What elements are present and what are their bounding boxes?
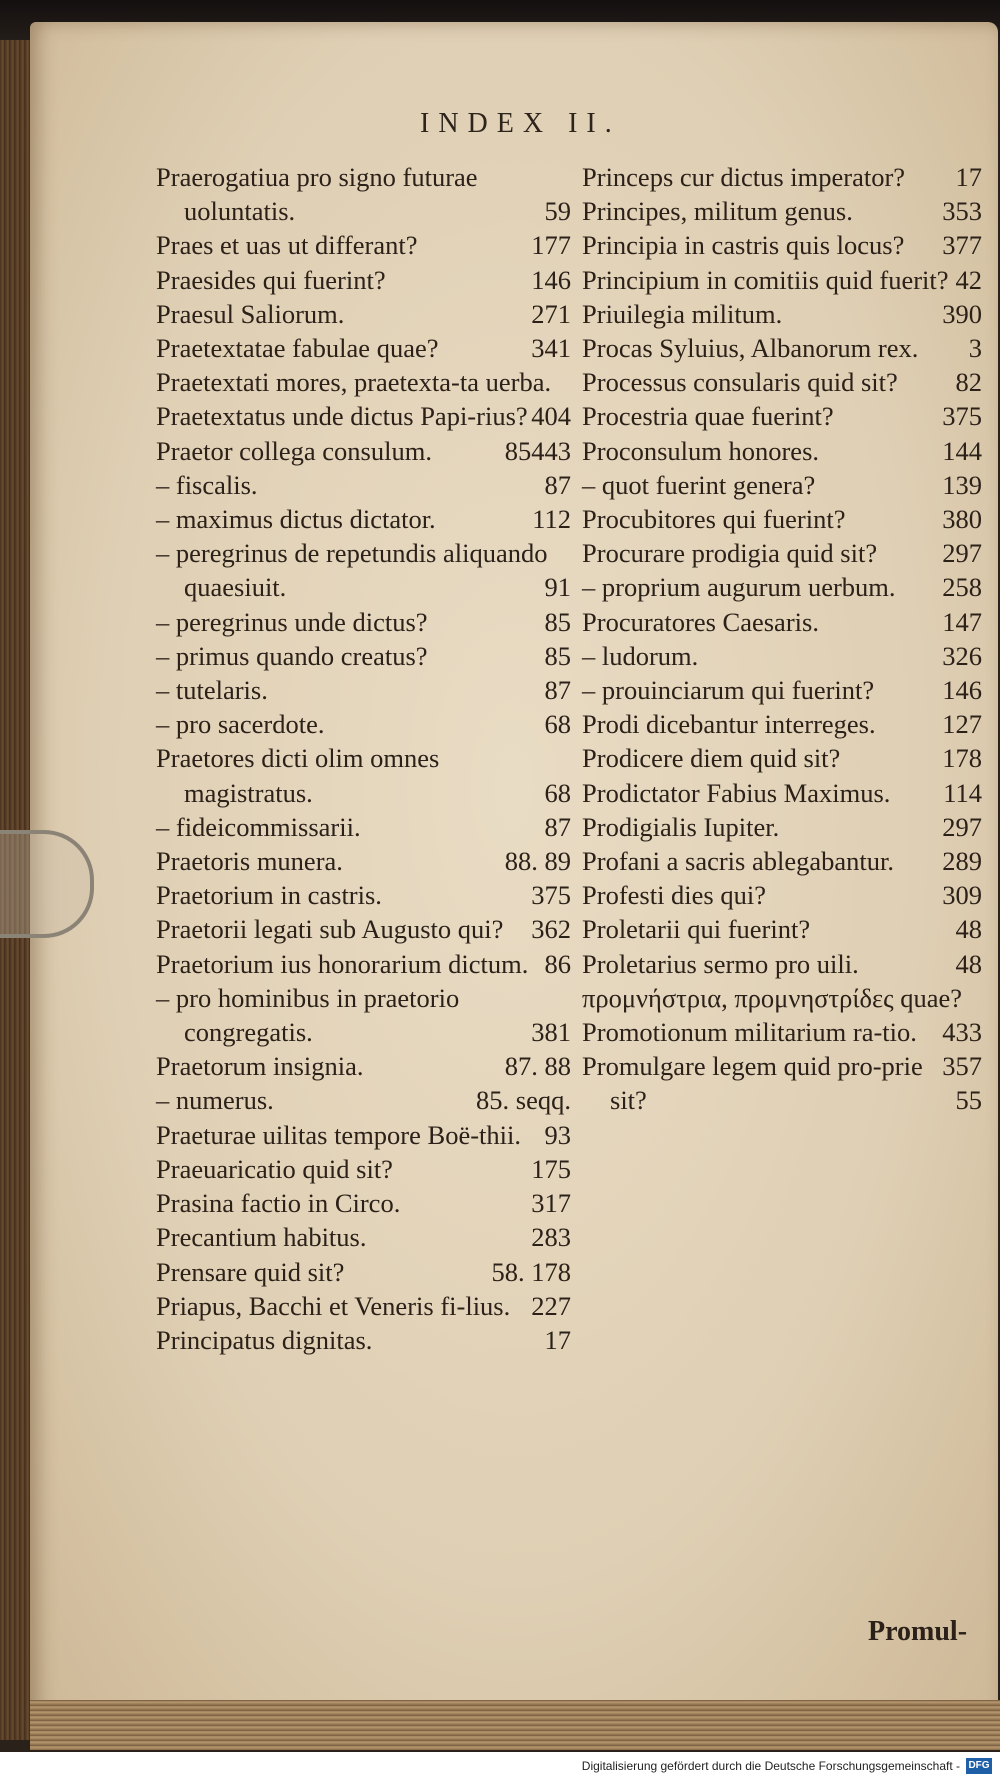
entry-page-number: 177: [531, 230, 571, 261]
entry-page-number: 271: [531, 298, 571, 329]
index-entry: [156, 878, 571, 912]
entry-page-number: 309: [942, 880, 982, 911]
index-entry: [582, 502, 982, 536]
entry-text: Praetorium ius honorarium dictum. 86: [156, 947, 571, 981]
entry-page-number: 68: [544, 709, 571, 740]
entry-page-number: 377: [942, 230, 982, 261]
entry-text: Procuratores Caesaris. 147: [582, 605, 982, 639]
page-header: INDEX II.: [420, 108, 621, 139]
entry-text: – fideicommissarii. 87: [156, 810, 571, 844]
index-entry: [156, 1083, 571, 1117]
entry-text: – maximus dictus dictator. 112: [156, 502, 571, 536]
footer-credit: Digitalisierung gefördert durch die Deutsche Forschungsgemeinschaft -: [581, 1759, 960, 1773]
index-entry: [582, 194, 982, 228]
entry-text: Prodigialis Iupiter. 297: [582, 810, 982, 844]
entry-text: Principia in castris quis locus? 377: [582, 228, 982, 262]
entry-text: Processus consularis quid sit? 82: [582, 365, 982, 399]
entry-text: – quot fuerint genera? 139: [582, 468, 982, 502]
entry-page-number: 375: [942, 401, 982, 432]
entry-page-number: 353: [942, 196, 982, 227]
index-entry: [582, 639, 982, 673]
entry-page-number: 58. 178: [491, 1256, 571, 1287]
entry-text: Priapus, Bacchi et Veneris fi-lius. 227: [156, 1289, 571, 1323]
index-entry: [582, 844, 982, 878]
entry-text: Profani a sacris ablegabantur. 289: [582, 844, 982, 878]
entry-page-number: 48: [955, 948, 982, 979]
entry-page-number: 68: [544, 777, 571, 808]
index-column-left: [156, 160, 571, 1357]
entry-text: Principatus dignitas. 17: [156, 1323, 571, 1357]
entry-page-number: 91: [544, 572, 571, 603]
entry-text: Praetor collega consulum. 85: [156, 434, 571, 468]
entry-page-number: 88. 89: [504, 846, 571, 877]
entry-text: – pro sacerdote. 68: [156, 707, 571, 741]
entry-page-number: 375: [531, 880, 571, 911]
entry-text: – ludorum. 326: [582, 639, 982, 673]
entry-text: Promotionum militarium ra-tio. 357: [582, 1015, 982, 1049]
entry-page-number: 85: [544, 640, 571, 671]
entry-text: Prodi dicebantur interreges. 127: [582, 707, 982, 741]
entry-page-number: 175: [531, 1153, 571, 1184]
entry-text: – tutelaris. 87: [156, 673, 571, 707]
book-bottom-edge: [30, 1700, 1000, 1750]
entry-page-number: 114: [943, 777, 982, 808]
entry-page-number: 326: [942, 640, 982, 671]
entry-text: Praetorium in castris. 375: [156, 878, 571, 912]
entry-text: Praetorum insignia. 87. 88: [156, 1049, 571, 1083]
index-entry: [582, 160, 982, 194]
entry-page-number: 82: [955, 367, 982, 398]
entry-text: – numerus. 85. seqq.: [156, 1083, 571, 1117]
entry-text: Praetorii legati sub Augusto qui? 362: [156, 912, 571, 946]
index-entry: [156, 673, 571, 707]
entry-page-number: 139: [942, 469, 982, 500]
entry-page-number: 390: [942, 298, 982, 329]
index-entry: [156, 1255, 571, 1289]
entry-page-number: 85: [544, 606, 571, 637]
index-entry: [156, 981, 571, 1049]
index-entry: [582, 878, 982, 912]
entry-page-number: 289: [942, 846, 982, 877]
index-entry: [156, 1186, 571, 1220]
index-entry: [582, 1049, 982, 1117]
index-entry: [582, 605, 982, 639]
entry-page-number: 381: [531, 1017, 571, 1048]
entry-text: Procas Syluius, Albanorum rex. 3: [582, 331, 982, 365]
entry-page-number: 87: [544, 811, 571, 842]
entry-text: Prodicere diem quid sit? 178: [582, 741, 982, 775]
index-entry: [582, 434, 982, 468]
entry-page-number: 87: [544, 469, 571, 500]
index-entry: [582, 673, 982, 707]
index-entry: [156, 741, 571, 809]
entry-text: – proprium augurum uerbum. 258: [582, 570, 982, 604]
entry-page-number: 146: [942, 675, 982, 706]
index-entry: [582, 947, 982, 981]
entry-text: Praetextati mores, praetexta-ta uerba. 404: [156, 365, 571, 399]
index-entry: [582, 331, 982, 365]
entry-text: Praetextatus unde dictus Papi-rius? 443: [156, 399, 571, 433]
index-entry: [582, 570, 982, 604]
entry-page-number: 87: [544, 675, 571, 706]
index-entry: [156, 1220, 571, 1254]
entry-text: Principium in comitiis quid fuerit? 42: [582, 263, 982, 297]
index-column-right: [582, 160, 982, 1118]
index-entry: [582, 468, 982, 502]
index-entry: [156, 502, 571, 536]
entry-page-number: 85: [504, 435, 532, 466]
entry-page-number: 341: [531, 333, 571, 364]
index-entry: [582, 912, 982, 946]
index-entry: [582, 981, 982, 1048]
entry-page-number: 85. seqq.: [476, 1085, 571, 1116]
entry-page-number: 297: [942, 538, 982, 569]
entry-text: Prodictator Fabius Maximus. 114: [582, 776, 982, 810]
entry-page-number: 317: [531, 1188, 571, 1219]
entry-text: Praetores dicti olim omnes magistratus. 68: [156, 741, 571, 809]
index-entry: [582, 707, 982, 741]
index-entry: [582, 810, 982, 844]
entry-text: Praes et uas ut differant? 177: [156, 228, 571, 262]
index-entry: [156, 331, 571, 365]
index-entry: [156, 1118, 571, 1152]
entry-text: Procubitores qui fuerint? 380: [582, 502, 982, 536]
entry-text: Precantium habitus. 283: [156, 1220, 571, 1254]
entry-text: Proletarius sermo pro uili. 48: [582, 947, 982, 981]
index-entry: [582, 365, 982, 399]
entry-text: – prouinciarum qui fuerint? 146: [582, 673, 982, 707]
entry-text: Praeuaricatio quid sit? 175: [156, 1152, 571, 1186]
index-entry: [156, 707, 571, 741]
index-entry: [156, 1323, 571, 1357]
index-entry: [156, 605, 571, 639]
index-entry: [156, 365, 571, 432]
entry-page-number: 86: [544, 948, 571, 979]
entry-text: Principes, militum genus. 353: [582, 194, 982, 228]
footer-bar: [0, 1752, 1000, 1782]
index-entry: [156, 297, 571, 331]
index-entry: [156, 947, 571, 981]
index-entry: [582, 399, 982, 433]
entry-text: Proletarii qui fuerint? 48: [582, 912, 982, 946]
index-entry: [156, 160, 571, 228]
index-entry: [582, 741, 982, 775]
entry-page-number: 3: [968, 333, 982, 364]
entry-text: Praetoris munera. 88. 89: [156, 844, 571, 878]
index-entry: [582, 536, 982, 570]
page-clip: [0, 830, 94, 938]
entry-text: Prensare quid sit? 58. 178: [156, 1255, 571, 1289]
entry-text: Praeturae uilitas tempore Boë-thii. 93: [156, 1118, 571, 1152]
entry-text: Praesides qui fuerint? 146: [156, 263, 571, 297]
index-entry: [156, 844, 571, 878]
entry-page-number: 147: [942, 606, 982, 637]
entry-text: – primus quando creatus? 85: [156, 639, 571, 673]
entry-page-number: 87. 88: [504, 1051, 571, 1082]
entry-text: – pro hominibus in praetorio congregatis. 381: [156, 981, 571, 1049]
entry-text: Procestria quae fuerint? 375: [582, 399, 982, 433]
entry-page-number: 283: [531, 1222, 571, 1253]
entry-page-number: 297: [942, 811, 982, 842]
entry-text: – peregrinus unde dictus? 85: [156, 605, 571, 639]
index-entry: [582, 263, 982, 297]
entry-page-number: 17: [544, 1324, 571, 1355]
entry-page-number: 127: [942, 709, 982, 740]
entry-text: Praesul Saliorum. 271: [156, 297, 571, 331]
entry-text: Praetextatae fabulae quae? 341: [156, 331, 571, 365]
entry-page-number: 146: [531, 264, 571, 295]
index-entry: [156, 536, 571, 604]
entry-page-number: 59: [544, 196, 571, 227]
entry-page-number: 112: [532, 504, 571, 535]
entry-page-number: 227: [531, 1290, 571, 1321]
index-entry: [156, 1049, 571, 1083]
entry-text: Praerogatiua pro signo futurae uoluntatis. 59: [156, 160, 571, 228]
index-entry: [582, 228, 982, 262]
index-entry: [156, 468, 571, 502]
entry-text: Profesti dies qui? 309: [582, 878, 982, 912]
dfg-logo: DFG: [966, 1758, 992, 1774]
index-entry: [582, 1015, 982, 1082]
entry-text: – peregrinus de repetundis aliquando quaesiuit. 91: [156, 536, 571, 604]
entry-page-number: 93: [544, 1119, 571, 1150]
catchword: Promul-: [868, 1616, 968, 1647]
entry-page-number: 404: [531, 401, 571, 432]
entry-page-number: 362: [531, 914, 571, 945]
entry-page-number: 433: [942, 1017, 982, 1048]
entry-page-number: 380: [942, 504, 982, 535]
index-entry: [156, 263, 571, 297]
entry-text: Promulgare legem quid pro-prie sit? 55: [582, 1049, 982, 1117]
entry-text: Princeps cur dictus imperator? 17: [582, 160, 982, 194]
index-entry: [156, 1152, 571, 1186]
entry-text: Prasina factio in Circo. 317: [156, 1186, 571, 1220]
entry-page-number: 258: [942, 572, 982, 603]
entry-text: Procurare prodigia quid sit? 297: [582, 536, 982, 570]
entry-text: προμνήστρια, προμνηστρίδες quae? 433: [582, 981, 982, 1015]
entry-text: Proconsulum honores. 144: [582, 434, 982, 468]
index-entry: [156, 912, 571, 946]
entry-text: Priuilegia militum. 390: [582, 297, 982, 331]
index-entry: [156, 810, 571, 844]
entry-text: – fiscalis. 87: [156, 468, 571, 502]
entry-page-number: 178: [942, 743, 982, 774]
entry-page-number: 17: [955, 162, 982, 192]
entry-page-number: 357: [942, 1051, 982, 1082]
entry-page-number: 443: [531, 435, 571, 466]
entry-page-number: 55: [955, 1085, 982, 1116]
index-entry: [582, 776, 982, 810]
index-entry: [582, 297, 982, 331]
index-entry: [156, 228, 571, 262]
entry-page-number: 144: [942, 435, 982, 466]
entry-page-number: 42: [955, 264, 982, 295]
entry-page-number: 48: [955, 914, 982, 945]
index-entry: [156, 1289, 571, 1323]
index-entry: [156, 434, 571, 468]
index-entry: [156, 639, 571, 673]
